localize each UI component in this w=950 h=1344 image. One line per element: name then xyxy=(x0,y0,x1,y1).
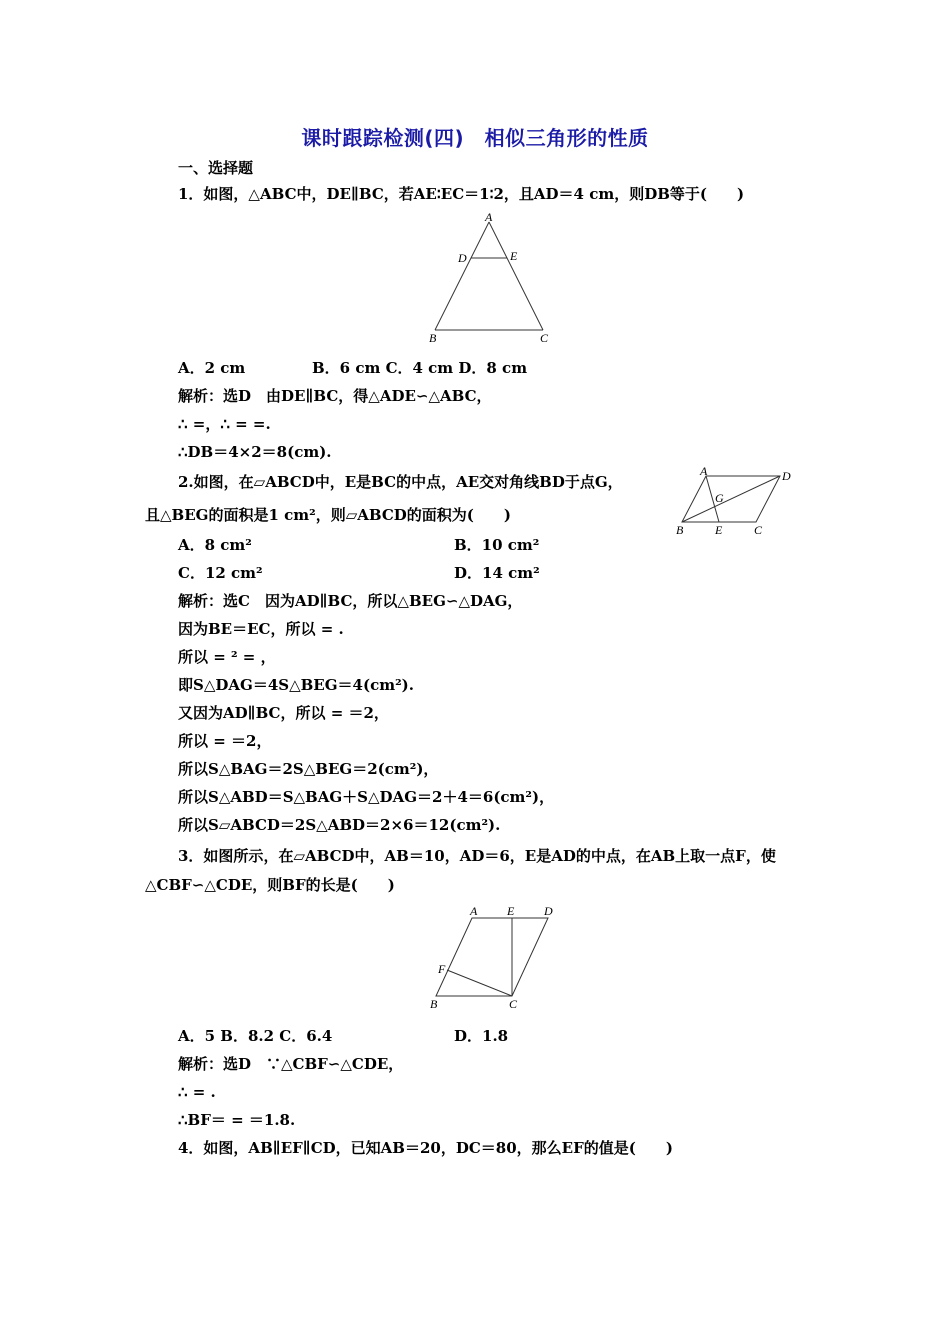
q3-option-d: D．1.8 xyxy=(454,1027,509,1045)
q2-solution-line: 所以S▱ABCD＝2S△ABD＝2×6＝12(cm²). xyxy=(178,816,501,834)
q3-parallelogram-figure xyxy=(425,902,565,1012)
section-heading: 一、选择题 xyxy=(178,159,254,177)
q3-label-f: F xyxy=(438,962,446,976)
q3-segment-fc xyxy=(447,970,512,996)
q3-stem-1: 3．如图所示，在▱ABCD中，AB＝10，AD＝6，E是AD的中点，在AB上取一点F，使 xyxy=(178,847,776,865)
q2-solution-line: 所以 = ² = ， xyxy=(178,648,276,666)
q2-label-d: D xyxy=(782,469,791,483)
q1-solution-1: 解析：选D 由DE∥BC，得△ADE∽△ABC， xyxy=(178,387,492,405)
q3-options-abc: A．5 B．8.2 C．6.4 xyxy=(178,1027,333,1045)
q2-label-b: B xyxy=(676,523,684,537)
q2-diagonal-bd xyxy=(682,476,780,522)
q3-solution-2: ∴ = . xyxy=(178,1083,216,1101)
q2-option-d: D．14 cm² xyxy=(454,564,540,582)
q2-stem-1: 2.如图，在▱ABCD中，E是BC的中点，AE交对角线BD于点G， xyxy=(178,473,623,491)
q2-solution-line: 所以 = ＝2， xyxy=(178,732,272,750)
q2-option-a: A．8 cm² xyxy=(178,536,252,554)
q2-label-g: G xyxy=(715,491,724,505)
q2-solution-line: 解析：选C 因为AD∥BC，所以△BEG∽△DAG， xyxy=(178,592,523,610)
q1-label-a: A xyxy=(485,210,493,224)
q2-option-b: B．10 cm² xyxy=(454,536,540,554)
page-title: 课时跟踪检测(四) 相似三角形的性质 xyxy=(301,126,649,150)
q1-solution-2: ∴ =，∴ = =. xyxy=(178,415,271,433)
q2-label-c: C xyxy=(754,523,763,537)
q2-option-c: C．12 cm² xyxy=(178,564,263,582)
q3-solution-3: ∴BF＝ = ＝1.8. xyxy=(178,1111,296,1129)
q1-label-d: D xyxy=(458,251,467,265)
q1-triangle-figure xyxy=(425,210,555,348)
q2-label-e: E xyxy=(715,523,723,537)
q2-solution-line: 即S△DAG＝4S△BEG＝4(cm²). xyxy=(178,676,414,694)
q2-solution-line: 因为BE＝EC，所以 = . xyxy=(178,620,344,638)
q3-stem-2: △CBF∽△CDE，则BF的长是( ) xyxy=(145,876,395,894)
q2-solution-line: 又因为AD∥BC，所以 = ＝2， xyxy=(178,704,389,722)
q3-parallelogram xyxy=(436,918,548,996)
q1-label-b: B xyxy=(429,331,437,345)
q3-label-d: D xyxy=(544,904,553,918)
q4-stem: 4．如图，AB∥EF∥CD，已知AB＝20，DC＝80，那么EF的值是( ) xyxy=(178,1139,673,1157)
q1-option-a: A．2 cm xyxy=(178,359,246,377)
q1-label-c: C xyxy=(540,331,549,345)
q3-label-a: A xyxy=(470,904,478,918)
q3-label-e: E xyxy=(507,904,515,918)
q2-solution-line: 所以S△BAG＝2S△BEG＝2(cm²)， xyxy=(178,760,439,778)
q1-side-ab xyxy=(435,222,489,330)
q2-parallelogram-figure xyxy=(670,462,800,540)
q1-label-e: E xyxy=(510,249,518,263)
q3-label-b: B xyxy=(430,997,438,1011)
q1-side-ac xyxy=(489,222,543,330)
q3-solution-1: 解析：选D ∵△CBF∽△CDE， xyxy=(178,1055,404,1073)
q2-solution-line: 所以S△ABD＝S△BAG＋S△DAG＝2＋4＝6(cm²)， xyxy=(178,788,555,806)
q2-label-a: A xyxy=(700,464,708,478)
q2-stem-2: 且△BEG的面积是1 cm²，则▱ABCD的面积为( ) xyxy=(145,506,511,524)
q1-solution-3: ∴DB＝4×2＝8(cm). xyxy=(178,443,332,461)
q3-label-c: C xyxy=(509,997,518,1011)
q1-stem: 1．如图，△ABC中，DE∥BC，若AE∶EC＝1∶2，且AD＝4 cm，则DB等于( ) xyxy=(178,185,745,203)
q1-options-bcd: B．6 cm C．4 cm D．8 cm xyxy=(312,359,528,377)
